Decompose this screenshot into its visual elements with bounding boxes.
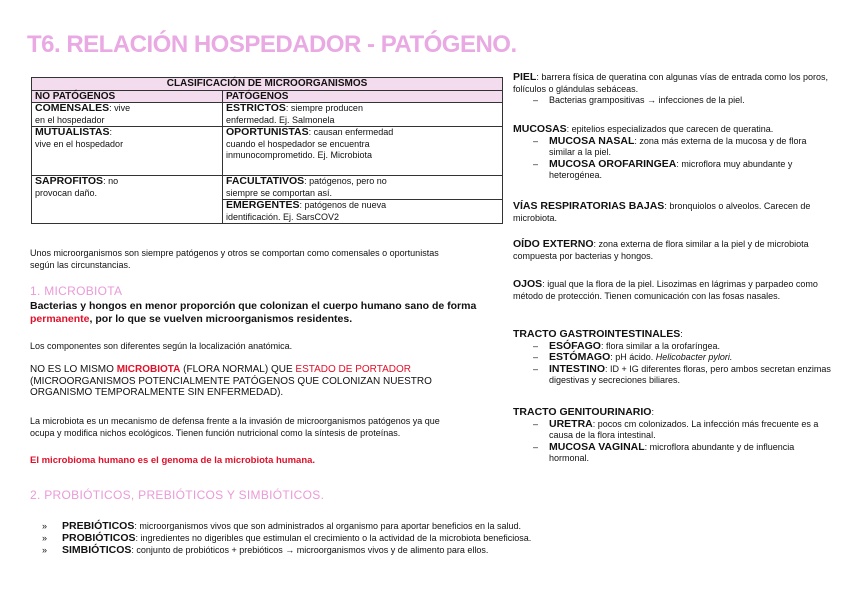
term-vaginal: MUCOSA VAGINAL [549,440,645,453]
not-same-line-3: ORGANISMO TEMPORALMENTE SIN ENFERMEDAD). [30,387,284,398]
respiratorias-block [513,201,831,224]
table-header: CLASIFICACIÓN DE MICROORGANISMOS [32,78,503,91]
term-genitourinario: TRACTO GENITOURINARIO [513,406,652,418]
mucosas-block [513,124,831,182]
ojos-block [513,279,831,302]
term-mutualistas: MUTUALISTAS [35,126,110,138]
dash-icon: – [533,340,539,351]
desc-piel-sub: Bacterias grampositivas → infecciones de la piel. [549,95,745,105]
term-piel: PIEL [513,71,537,83]
not-same-line-2: (MICROORGANISMOS POTENCIALMENTE PATÓGENOS QUE COLONIZAN NUESTRO [30,375,432,387]
cell-facultativos [223,176,503,200]
desc-facultativos-b: siempre se comportan así. [226,187,333,198]
intestino-item [513,364,831,387]
bullet-icon: » [42,521,48,531]
desc-simbioticos: : conjunto de probióticos + prebióticos → microorganismos vivos y de alimento para ellos. [131,545,489,555]
vaginal-item [513,442,831,465]
microbioma-statement: El microbioma humano es el genoma de la microbiota humana. [30,455,316,466]
cell-estrictos [223,103,503,127]
oido-block [513,239,831,262]
term-uretra: URETRA [549,417,593,430]
desc-esofago: : flora similar a la orofaríngea. [600,340,720,351]
genitourinario-block [513,407,831,465]
desc-comensales-a: : vive [109,103,131,113]
list-item-simbioticos [42,545,488,556]
dash-icon: – [533,441,539,452]
dash-icon: – [533,135,539,146]
piel-block [513,72,831,107]
intro-paragraph [30,248,439,271]
cell-saprofitos [32,176,223,224]
section-heading-microbiota: 1. MICROBIOTA [30,284,123,298]
term-simbioticos: SIMBIÓTICOS [62,544,132,556]
desc-emergentes-b: identificación. Ej. SarsCOV2 [226,211,340,222]
desc-ojos: : igual que la flora de la piel. Lisozimas en lágrimas y parpadeo como método de protección. Tienen comunicación con las fosas nasales. [513,279,818,301]
uretra-item [513,419,831,442]
bullet-icon: » [42,545,48,555]
defense-paragraph [30,416,440,439]
orofaringea-item [513,159,831,182]
cell-oportunistas [223,127,503,176]
term-prebioticos: PREBIÓTICOS [62,520,135,532]
not-same-b: (FLORA NORMAL) QUE [180,364,296,375]
dash-icon: – [533,363,539,374]
not-same-red-2: ESTADO DE PORTADOR [295,364,411,375]
desc-prebioticos: : microorganismos vivos que son administrados al organismo para aportar beneficios en la salud. [134,521,522,531]
defense-line-2: ocupa y modifica nichos ecológicos. Tienen función nutricional como la síntesis de proteínas. [30,427,401,438]
definition-line-2: , por lo que se vuelven microorganismos residentes. [89,313,353,325]
term-estrictos: ESTRICTOS [226,102,286,114]
classification-table [31,77,503,224]
term-ojos: OJOS [513,278,543,290]
components-text: Los componentes son diferentes según la localización anatómica. [30,341,293,351]
term-emergentes: EMERGENTES [226,199,300,211]
desc-nasal: : zona más externa de la mucosa y de flora similar a la piel. [549,135,807,157]
cell-mutualistas [32,127,223,176]
term-gastro: TRACTO GASTROINTESTINALES [513,328,681,340]
dash-icon: – [533,158,539,169]
dash-icon: – [533,418,539,429]
dash-icon: – [533,352,539,362]
gastro-block [513,329,831,387]
desc-comensales-b: en el hospedador [35,114,105,125]
microbiota-definition [30,300,476,326]
helicobacter-name: Helicobacter pylori. [655,352,733,362]
desc-oido: : zona externa de flora similar a la piel y de microbiota compuesta por bacterias y hongos. [513,239,809,261]
desc-emergentes-a: : patógenos de nueva [299,200,387,210]
bullet-icon: » [42,533,48,543]
term-mucosas: MUCOSAS [513,123,567,135]
term-oportunistas: OPORTUNISTAS [226,126,309,138]
piel-sub-item [513,95,831,107]
column-header-no-patogenos: NO PATÓGENOS [32,90,223,103]
list-item-probioticos [42,533,531,544]
term-respiratorias: VÍAS RESPIRATORIAS BAJAS [513,200,665,212]
desc-saprofitos-a: : no [103,176,119,186]
section-heading-probioticos: 2. PROBIÓTICOS, PREBIÓTICOS Y SIMBIÓTICOS. [30,488,325,502]
term-nasal: MUCOSA NASAL [549,134,635,147]
desc-orofaringea: : microflora muy abundante y heterogénea. [549,158,793,180]
term-comensales: COMENSALES [35,102,110,114]
defense-line-1: La microbiota es un mecanismo de defensa frente a la invasión de microorganismos patógenos ya que [30,416,440,426]
desc-oportunistas-b: cuando el hospedador se encuentra [226,138,370,149]
definition-line-1: Bacterias y hongos en menor proporción que colonizan el cuerpo humano sano de forma [30,300,477,312]
genito-colon: : [651,407,654,417]
desc-mutualistas-a: : [109,127,112,137]
term-esofago: ESÓFAGO [549,339,601,352]
cell-emergentes [223,200,503,224]
gastro-colon: : [680,329,683,339]
intro-line-1: Unos microorganismos son siempre patógenos y otros se comportan como comensales o oportunistas [30,248,439,258]
not-same-red-1: MICROBIOTA [116,364,181,375]
dash-icon: – [533,95,539,105]
term-probioticos: PROBIÓTICOS [62,532,136,544]
microbiota-vs-carrier [30,364,432,399]
desc-respiratorias: : bronquiolos o alveolos. Carecen de microbiota. [513,201,811,223]
desc-uretra: : pocos cm colonizados. La infección más frecuente es a causa de la flora intestinal. [549,418,819,440]
page-title: T6. RELACIÓN HOSPEDADOR - PATÓGENO. [27,31,517,58]
term-estomago: ESTÓMAGO [549,351,611,363]
desc-oportunistas-c: inmunocomprometido. Ej. Microbiota [226,150,373,160]
desc-mucosas: : epitelios especializados que carecen de queratina. [566,124,774,134]
desc-vaginal: : microflora abundante y de influencia hormonal. [549,441,795,463]
desc-estomago: : pH ácido. [610,352,656,362]
column-header-patogenos: PATÓGENOS [223,90,503,103]
list-item-prebioticos [42,521,521,532]
desc-oportunistas-a: : causan enfermedad [308,127,394,137]
desc-estrictos-b: enfermedad. Ej. Salmonela [226,114,335,125]
term-orofaringea: MUCOSA OROFARINGEA [549,157,677,170]
term-oido: OÍDO EXTERNO [513,238,594,250]
cell-comensales [32,103,223,127]
definition-highlight: permanente [30,313,90,325]
desc-intestino: : ID + IG diferentes floras, pero ambos secretan enzimas digestivas y secreciones biliares. [549,363,831,385]
not-same-a: NO ES LO MISMO [30,364,117,375]
desc-probioticos: : ingredientes no digeribles que estimulan el crecimiento o la actividad de la microbiota beneficiosa. [135,533,532,543]
term-intestino: INTESTINO [549,362,606,375]
desc-facultativos-a: : patógenos, pero no [304,176,387,186]
term-facultativos: FACULTATIVOS [226,175,305,187]
desc-mutualistas-b: vive en el hospedador [35,138,124,149]
desc-saprofitos-b: provocan daño. [35,187,98,198]
desc-piel: : barrera física de queratina con algunas vías de entrada como los poros, folículos o glándulas sebáceas. [513,72,829,94]
nasal-item [513,136,831,159]
term-saprofitos: SAPROFITOS [35,175,104,187]
desc-estrictos-a: : siempre producen [285,103,363,113]
intro-line-2: según las circunstancias. [30,259,131,270]
